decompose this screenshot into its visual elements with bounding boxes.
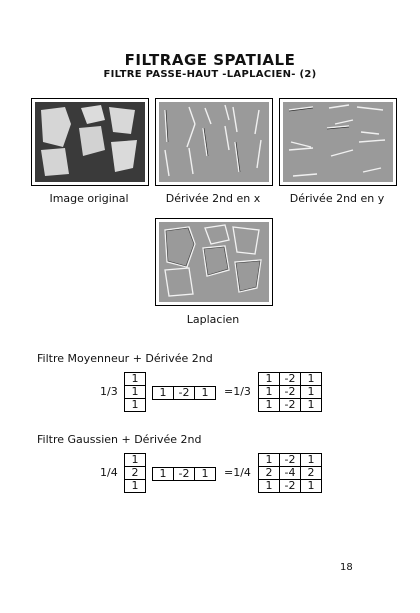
- matrix-cell: 1: [153, 468, 174, 481]
- matrix-cell: 1: [195, 468, 216, 481]
- caption-original: Image original: [49, 192, 129, 205]
- matrix-cell: 1: [125, 386, 146, 399]
- moyenneur-factor: 1/3: [100, 385, 118, 398]
- matrix-cell: -2: [280, 480, 301, 493]
- matrix-cell: 1: [195, 387, 216, 400]
- matrix-cell: -2: [174, 387, 195, 400]
- matrix-cell: 1: [125, 373, 146, 386]
- matrix-cell: 1: [125, 480, 146, 493]
- page-title: FILTRAGE SPATIALE: [124, 51, 296, 69]
- gaussien-equals: =1/4: [224, 466, 251, 479]
- gaussien-row-matrix: [152, 467, 216, 481]
- matrix-cell: -2: [280, 373, 301, 386]
- moyenneur-row-matrix: [152, 386, 216, 400]
- matrix-cell: 1: [301, 399, 322, 412]
- gaussien-column-matrix: [124, 453, 146, 493]
- matrix-cell: 1: [259, 454, 280, 467]
- moyenneur-result-matrix: [258, 372, 322, 412]
- matrix-cell: -2: [280, 386, 301, 399]
- matrix-cell: 2: [259, 467, 280, 480]
- image-laplacian-frame: [155, 218, 273, 306]
- image-derivative-x-frame: [155, 98, 273, 186]
- page-subtitle: FILTRE PASSE-HAUT -LAPLACIEN- (2): [103, 69, 317, 80]
- gaussien-result-matrix: [258, 453, 322, 493]
- matrix-cell: 1: [259, 480, 280, 493]
- matrix-cell: -2: [280, 454, 301, 467]
- matrix-cell: 1: [259, 399, 280, 412]
- matrix-cell: 1: [301, 480, 322, 493]
- image-original-frame: [31, 98, 149, 186]
- image-laplacian: [159, 222, 269, 302]
- image-derivative-x: [159, 102, 269, 182]
- matrix-cell: 2: [125, 467, 146, 480]
- matrix-cell: 1: [125, 454, 146, 467]
- gaussien-factor: 1/4: [100, 466, 118, 479]
- image-original: [35, 102, 145, 182]
- matrix-cell: 1: [153, 387, 174, 400]
- page-number: 18: [340, 562, 353, 573]
- matrix-cell: 2: [301, 467, 322, 480]
- moyenneur-equals: =1/3: [224, 385, 251, 398]
- matrix-cell: 1: [125, 399, 146, 412]
- moyenneur-column-matrix: [124, 372, 146, 412]
- caption-derivative-x: Dérivée 2nd en x: [165, 192, 261, 205]
- section-moyenneur-heading: Filtre Moyenneur + Dérivée 2nd: [37, 352, 213, 365]
- image-derivative-y: [283, 102, 393, 182]
- matrix-cell: 1: [301, 373, 322, 386]
- matrix-cell: -4: [280, 467, 301, 480]
- caption-laplacian: Laplacien: [186, 313, 240, 326]
- matrix-cell: -2: [280, 399, 301, 412]
- image-derivative-y-frame: [279, 98, 397, 186]
- matrix-cell: 1: [301, 454, 322, 467]
- matrix-cell: 1: [259, 373, 280, 386]
- matrix-cell: 1: [259, 386, 280, 399]
- matrix-cell: -2: [174, 468, 195, 481]
- section-gaussien-heading: Filtre Gaussien + Dérivée 2nd: [37, 433, 202, 446]
- matrix-cell: 1: [301, 386, 322, 399]
- caption-derivative-y: Dérivée 2nd en y: [289, 192, 385, 205]
